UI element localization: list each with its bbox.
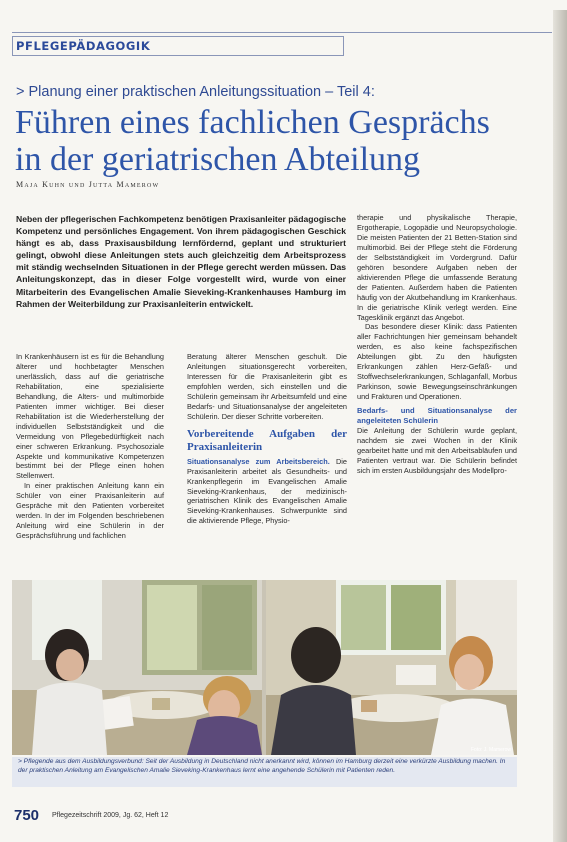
title-line-1: Führen eines fachlichen Gesprächs [15,104,490,141]
paragraph: Die Anleitung der Schülerin wurde geplant, nachdem sie zwei Wochen in der Klinik gearbeitet hatte und mit den Arbeitsabläufen und Patienten vertraut war. Die Schülerin befindet sich im ersten Ausbildungsjahr des Modellpro- [357,426,517,475]
photo-caption: > Pflegende aus dem Ausbildungsverbund: Seit der Ausbildung in Deutschland nicht anerkannt wird, können im Hamburg derzeit eine verkürzte Ausbildung machen. In der praktischen Anleitung am Evangelischen Amalie Sieveking-Krankenhaus lernt eine angehende Schülerin mit Patienten reden. [18,758,506,774]
paragraph: therapie und physikalische Therapie, Ergotherapie, Logopädie und Neuropsychologie. Die meisten Patienten der 21 Betten-Station sind multimorbid. Bei der Pflege steht die Förderung der Selbstständigkeit im Vordergrund. Dafür gehören besondere Aufgaben neben der aktivierenden Pflege die umfassende Beratung der Patienten. Außerdem haben die Patienten häufig von der Akutbehandlung im Krankenhaus. In die geriatrische Klinik verlegt werden. Eine Tagesklinik ergänzt das Angebot. [357,213,517,322]
photo-right [266,580,517,755]
photo-credit: Foto: J. Mamerow [470,747,511,753]
section-label: PFLEGEPÄDAGOGIK [16,39,151,53]
paragraph-text: Die Praxisanleiterin arbeitet als Gesundheits- und Krankenpflegerin im Evangelischen Amalie Sieveking-Krankenhaus, der medizinisch-geriatrischen Klinik des Evangelischen Amalie Sieveking-Krankenhauses. Schwerpunkte sind die aktivierende Pflege, Physio- [187,456,347,526]
title-line-2: in der geriatrischen Abteilung [15,141,421,178]
paragraph: In Krankenhäusern ist es für die Behandlung älterer und hochbetagter Menschen unerlässlich, dass auf die geriatrische Rehabilitation, eine spezialisierte Behandlung, die Alters- und multimorbide Patienten immer wichtiger. Bei dieser Rehabilitation ist die Wiederherstellung der individuellen Selbstständigkeit und die Vermeidung von Pflegebedürftigkeit nach einer schweren Erkrankung. Psychosoziale Aspekte und kommunikative Kompetenzen bestimmt bei der Pflege einen hohen Stellenwert. [16,352,164,481]
authors-byline: Maja Kuhn und Jutta Mamerow [16,180,160,189]
paragraph: In einer praktischen Anleitung kann ein Schüler von einer Praxisanleiterin auf Gespräche mit den Patienten vorbereitet werden. In der im Folgenden beschriebenen Anleitung wird eine Schülerin in der Gesprächsführung und fachlichen [16,481,164,541]
article-title [15,104,555,178]
body-column-2 [187,352,347,526]
page-binding-edge [553,10,567,842]
journal-source: Pflegezeitschrift 2009, Jg. 62, Heft 12 [52,812,169,819]
photo-left-illustration [12,580,262,755]
body-column-3 [357,213,517,476]
photo-right-illustration [266,580,517,755]
page-number: 750 [14,807,40,824]
header-rule [12,32,552,33]
subsection-heading: Bedarfs- und Situationsanalyse der angeleiteten Schülerin [357,406,517,426]
run-in-heading: Situationsanalyse zum Arbeitsbereich. [187,456,330,466]
section-heading: Vorbereitende Aufgaben der Praxisanleiterin [187,427,347,453]
lead-paragraph: Neben der pflegerischen Fachkompetenz benötigen Praxisanleiter pädagogische Kompetenz und persönliches Engagement. Von ihrem pädagogischen Geschick hängt es ab, dass Praxisausbildung lernfördernd, geplant und strukturiert gelingt, obwohl diese Anleitungen stets auch gleichzeitig dem Arbeitsprozess mit ständig wechselnden Situationen in der Pflege gerecht werden müssen. Das Anleitungskonzept, das in dieser Folge vorgestellt wird, wurde von einer Mitarbeiterin des Evangelischen Amalie Sieveking-Krankenhauses Hamburg im Rahmen der Weiterbildung zur Praxisanleiterin entwickelt. [16,214,346,309]
paragraph: Das besondere dieser Klinik: dass Patienten aller Fachrichtungen hier gemeinsam behandelt werden, es also keine fachspezifischen Abteilungen gibt. Zu den häufigsten Erkrankungen zählen Herz-Gefäß- und Stoffwechselerkrankungen, Schlaganfall, Morbus Parkinson, sowie Bewegungseinschränkungen und Frakturen und Operationen. [357,322,517,402]
body-column-1 [16,352,164,541]
paragraph: Beratung älterer Menschen geschult. Die Anleitungen situationsgerecht vorbereiten, Interessen für die Praxisanleiterin gibt es empfohlen werden, sich einstellen und die Schülerin gemeinsam ihr Arbeitsumfeld und eine Bedarfs- und Situationsanalyse der angeleiteten Schülerin. Der dieser Schritte vorbereiten. [187,352,347,421]
photo-strip [12,580,517,755]
series-kicker: > Planung einer praktischen Anleitungssituation – Teil 4: [16,84,375,100]
photo-left [12,580,262,755]
paragraph [187,457,347,527]
